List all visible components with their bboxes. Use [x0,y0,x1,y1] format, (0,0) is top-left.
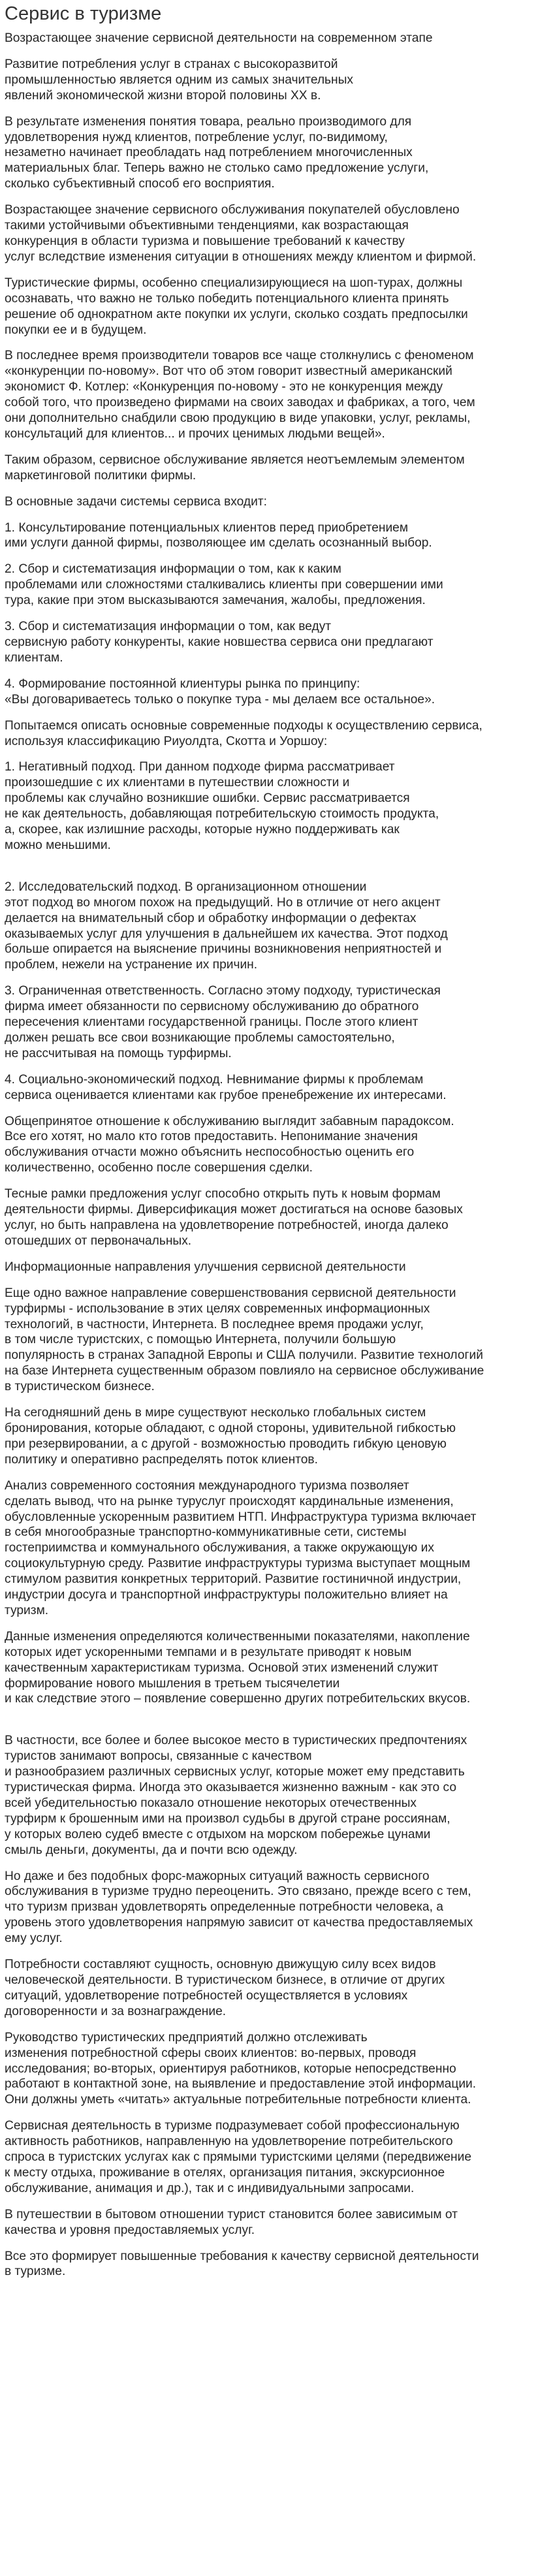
paragraph: 1. Негативный подход. При данном подходе фирма рассматривает произошедшие с их клиентами в путешествии сложности и проблемы как случайно возникшие ошибки. Сервис рассматривается не как деятельность, добавляющая потребительскую стоимость продукта, а, скорее, как излишние расходы, которые нужно поддерживать как можно меньшими. [5,760,439,852]
paragraph: Тесные рамки предложения услуг способно открыть путь к новым формам деятельности фирмы. Диверсификация может достигаться на основе базовых услуг, но быть направлена на удовлетворение потребностей, иногда далеко отошедших от первоначальных. [5,1187,463,1248]
paragraph: Все это формирует повышенные требования к качеству сервисной деятельности в туризме. [5,2249,479,2279]
paragraph: 3. Ограниченная ответственность. Согласно этому подходу, туристическая фирма имеет обязанности по сервисному обслуживанию до обратного пересечения клиентами государственной границы. После этого клиент должен решать все свои возникающие проблемы самостоятельно, не рассчитывая на помощь турфирмы. [5,984,441,1060]
paragraph: Общепринятое отношение к обслуживанию выглядит забавным парадоксом. Все его хотят, но мало кто готов предоставить. Непонимание значения обслуживания отчасти можно объяснить неспособностью оценить его количественно, особенно после совершения сделки. [5,1114,454,1175]
paragraph: Данные изменения определяются количественными показателями, накопление которых идет ускоренными темпами и в результате приводят к новым качественным характеристикам туризма. Основой этих изменений служит формирование нового мышления в третьем тысячелетии и как следствие этого – появление совершенно других потребительских вкусов. [5,1629,471,1706]
paragraph: 3. Сбор и систематизация информации о том, как ведут сервисную работу конкуренты, какие новшества сервиса они предлагают клиентам. [5,620,434,665]
paragraph: В последнее время производители товаров все чаще столкнулись с феноменом «конкуренции по-новому». Вот что об этом говорит известный американский экономист Ф. Котлер: «Конкуренция по-новому - это не конкуренция между собой того, что произведено фирмами на своих заводах и фабриках, а того, чем они дополнительно снабдили свою продукцию в виде упаковки, услуг, рекламы, консультаций для клиентов... и прочих ценимых людьми вещей». [5,349,475,441]
paragraph: Еще одно важное направление совершенствования сервисной деятельности турфирмы - использование в этих целях современных информационных технологий, в частности, Интернета. В последнее время продажи услуг, в том числе туристских, с помощью Интернета, получили большую популярность в странах Западной Европы и США получили. Развитие технологий на базе Интернета существенным образом повлияло на сервисное обслуживание в туристическом бизнесе. [5,1286,484,1394]
paragraph: Возрастающее значение сервисной деятельности на современном этапе [5,31,433,45]
paragraph: Информационные направления улучшения сервисной деятельности [5,1260,406,1274]
paragraph: 4. Социально-экономический подход. Невнимание фирмы к проблемам сервиса оценивается клиентами как грубое пренебрежение их интересами. [5,1072,447,1102]
paragraph: Возрастающее значение сервисного обслуживания покупателей обусловлено такими устойчивыми объективными тенденциями, как возрастающая конкуренция в области туризма и повышение требований к качеству услуг вследствие изменения ситуации в отношениях между клиентом и фирмой. [5,203,477,264]
paragraph: 2. Исследовательский подход. В организационном отношении этот подход во многом похож на предыдущий. Но в отличие от него акцент делается на внимательный сбор и обработку информации о дефектах оказываемых услуг для улучшения в дальнейшем их качества. Этот подход больше опирается на выяснение причины возникновения неприятностей и проблем, нежели на устранение их причин. [5,880,448,972]
article-body [5,31,548,2280]
paragraph: На сегодняшний день в мире существуют несколько глобальных систем бронирования, которые обладают, с одной стороны, удивительной гибкостью при резервировании, а с другой - возможностью проводить гибкую ценовую политику и оперативно распределять поток клиентов. [5,1406,456,1467]
paragraph: 4. Формирование постоянной клиентуры рынка по принципу: «Вы договариваетесь только о покупке тура - мы делаем все остальное». [5,676,435,707]
paragraph: Сервисная деятельность в туризме подразумевает собой профессиональную активность работников, направленную на удовлетворение потребительского спроса в туристских услугах как с прямыми туристскими целями (передвижение к месту отдыха, проживание в отелях, организация питания, экскурсионное обслуживание, анимация и др.), так и с индивидуальными запросами. [5,2119,472,2195]
paragraph: В путешествии в бытовом отношении турист становится более зависимым от качества и уровня предоставляемых услуг. [5,2207,458,2237]
paragraph: Потребности составляют сущность, основную движущую силу всех видов человеческой деятельности. В туристическом бизнесе, в отличие от других ситуаций, удовлетворение потребностей осуществляется в условиях договоренности и за вознаграждение. [5,1958,445,2018]
paragraph: В частности, все более и более высокое место в туристических предпочтениях туристов занимают вопросы, связанные с качеством и разнообразием различных сервисных услуг, которые может ему представить туристическая фирма. Иногда это оказывается жизненно важным - как это со всей убедительностью показало отношение некоторых отечественных турфирм к брошенным ими на произвол судьбы в другой стране россиянам, у которых волею судеб вместе с отдыхом на морском побережье цунами смыль деньги, документы, да и почти всю одежду. [5,1734,467,1857]
paragraph: Анализ современного состояния международного туризма позволяет сделать вывод, что на рынке туруслуг происходят кардинальные изменения, обусловленные ускоренным развитием НТП. Инфраструктура туризма включает в себя многообразные транспортно-коммуникативные сети, системы гостеприимства и коммунального обслуживания, а также окружающую их социокультурную среду. Развитие инфраструктуры туризма выступает мощным стимулом развития конкретных территорий. Развитие гостиничной индустрии, индустрии досуга и транспортной инфраструктуры положительно влияет на туризм. [5,1478,477,1617]
paragraph: 1. Консультирование потенциальных клиентов перед приобретением ими услуги данной фирмы, позволяющее им сделать осознанный выбор. [5,520,432,550]
paragraph: Но даже и без подобных форс-мажорных ситуаций важность сервисного обслуживания в туризме трудно переоценить. Это связано, прежде всего с тем, что туризм призван удовлетворять определенные потребности человека, а уровень этого удовлетворения напрямую зависит от качества предоставляемых ему услуг. [5,1869,473,1946]
paragraph: Туристические фирмы, особенно специализирующиеся на шоп-турах, должны осознавать, что важно не только победить потенциального клиента принять решение об однократном акте покупки их услуги, сколько создать предпосылки покупки ее и в будущем. [5,276,468,337]
paragraph: Развитие потребления услуг в странах с высокоразвитой промышленностью является одним из самых значительных явлений экономической жизни второй половины XX в. [5,57,354,103]
paragraph: В результате изменения понятия товара, реально производимого для удовлетворения нужд клиентов, потребление услуг, по-видимому, незаметно начинает преобладать над потреблением многочисленных материальных благ. Теперь важно не столько само предложение услуги, сколько субъективный способ его восприятия. [5,114,429,191]
paragraph: Руководство туристических предприятий должно отслеживать изменения потребностной сферы своих клиентов: во-первых, проводя исследования; во-вторых, ориентируя работников, которые непосредственно работают в контактной зоне, на выявление и предоставление этой информации. Они должны уметь «читать» актуальные потребительные потребности клиента. [5,2030,477,2107]
page-title: Сервис в туризме [5,3,162,24]
paragraph: Таким образом, сервисное обслуживание является неотъемлемым элементом маркетинговой политики фирмы. [5,453,465,483]
paragraph: 2. Сбор и систематизация информации о том, как к каким проблемами или сложностями сталкивались клиенты при совершении ими тура, какие при этом высказываются замечания, жалобы, предложения. [5,562,443,608]
paragraph: Попытаемся описать основные современные подходы к осуществлению сервиса, используя классификацию Риуолдта, Скотта и Уоршоу: [5,718,482,748]
paragraph: В основные задачи системы сервиса входит: [5,494,267,509]
